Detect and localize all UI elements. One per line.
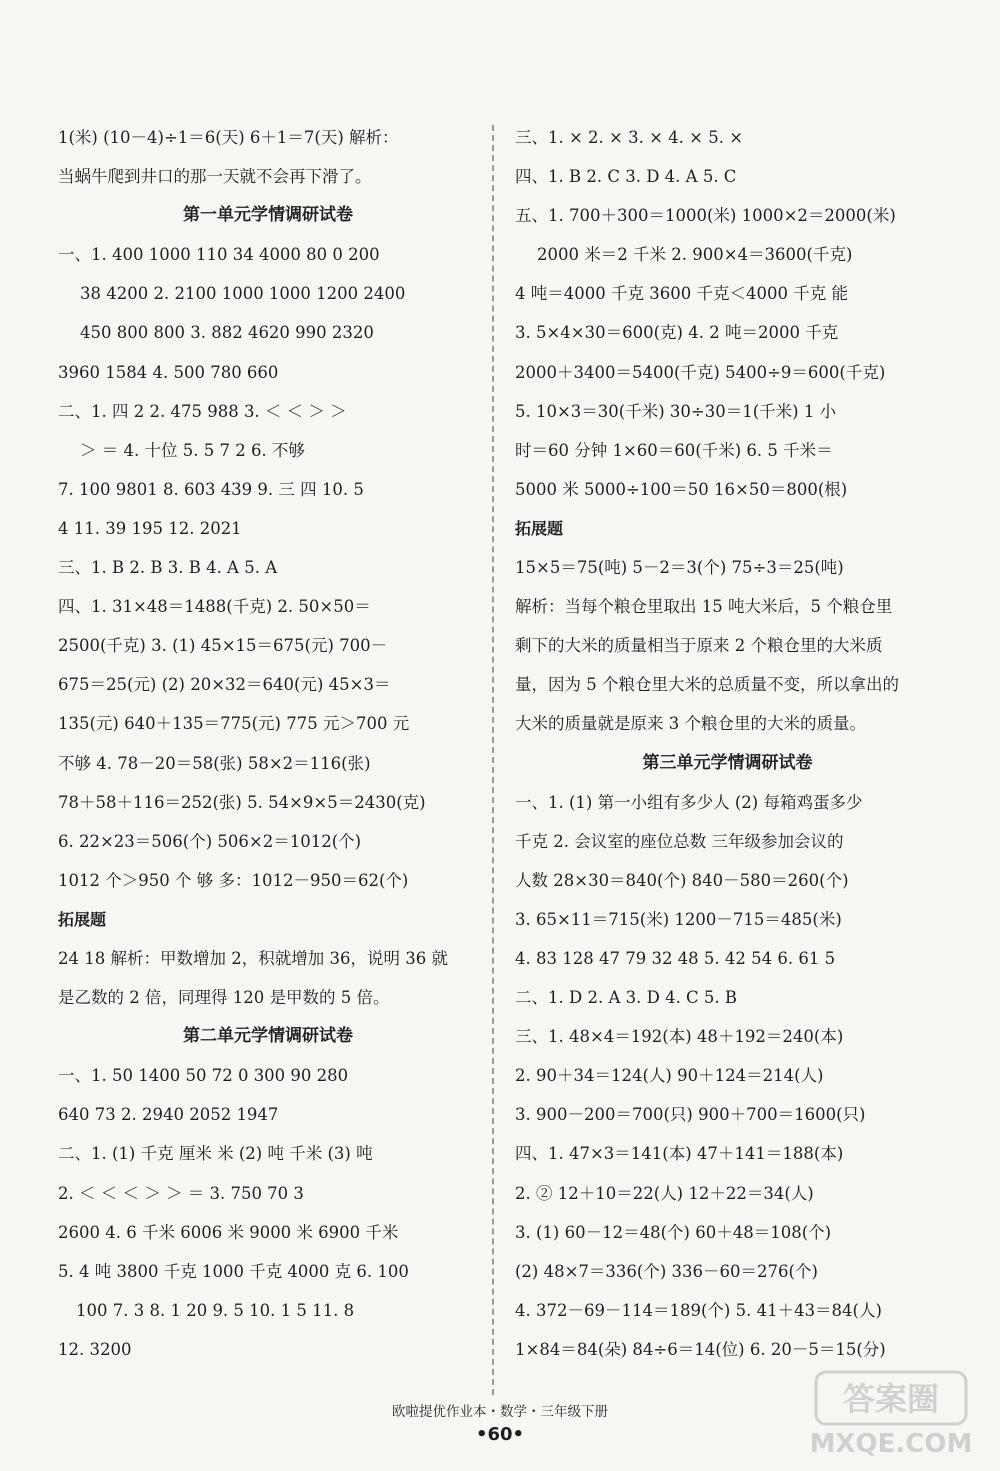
answer-line: 2600 4. 6 千米 6006 米 9000 米 6900 千米 (58, 1222, 399, 1242)
answer-line: 7. 100 9801 8. 603 439 9. 三 四 10. 5 (58, 479, 364, 499)
answer-line: 解析：当每个粮仓里取出 15 吨大米后，5 个粮仓里 (515, 597, 893, 617)
answer-line: (2) 48×7＝336(个) 336－60＝276(个) (515, 1261, 818, 1281)
answer-line: 当蜗牛爬到井口的那一天就不会再下滑了。 (58, 167, 372, 187)
section-heading: 第三单元学情调研试卷 (642, 752, 813, 773)
answer-line: 三、1. × 2. × 3. × 4. × 5. × (515, 128, 744, 147)
answer-line: 四、1. 31×48＝1488(千克) 2. 50×50＝ (58, 597, 371, 617)
answer-line: 6. 22×23＝506(个) 506×2＝1012(个) (58, 831, 362, 851)
answer-line: 5. 4 吨 3800 千克 1000 千克 4000 克 6. 100 (58, 1261, 409, 1281)
answer-line: 4. 372－69－114＝189(个) 5. 41＋43＝84(人) (515, 1300, 882, 1320)
answer-line: 四、1. B 2. C 3. D 4. A 5. C (515, 167, 737, 187)
answer-line: 四、1. 47×3＝141(本) 47＋141＝188(本) (515, 1144, 844, 1164)
answer-line: 3. 65×11＝715(米) 1200－715＝485(米) (515, 909, 842, 929)
answer-line: 4 11. 39 195 12. 2021 (58, 518, 242, 538)
answer-line: 三、1. 48×4＝192(本) 48＋192＝240(本) (515, 1027, 844, 1047)
answer-line: 4 吨＝4000 千克 3600 千克＜4000 千克 能 (515, 284, 848, 304)
answer-line: 135(元) 640＋135＝775(元) 775 元＞700 元 (58, 714, 410, 734)
answer-line: 3. 900－200＝700(只) 900＋700＝1600(只) (515, 1105, 866, 1125)
section-heading: 第二单元学情调研试卷 (183, 1026, 353, 1047)
answer-line: 2000 米＝2 千米 2. 900×4＝3600(千克) (537, 245, 853, 265)
answer-line: 3960 1584 4. 500 780 660 (58, 362, 279, 382)
answer-line: 1×84＝84(朵) 84÷6＝14(位) 6. 20－5＝15(分) (515, 1339, 886, 1359)
answer-line: 3. (1) 60－12＝48(个) 60＋48＝108(个) (515, 1222, 832, 1242)
answer-line: 大米的质量就是原来 3 个粮仓里的大米的质量。 (515, 714, 866, 734)
answer-line: 2500(千克) 3. (1) 45×15＝675(元) 700－ (58, 636, 388, 656)
section-heading: 第一单元学情调研试卷 (183, 205, 353, 226)
column-divider (492, 125, 494, 1395)
right-answer-column (515, 118, 940, 1369)
watermark-logo-icon (796, 1368, 986, 1463)
answer-line: 12. 3200 (58, 1339, 132, 1359)
answer-line: 24 18 解析：甲数增加 2，积就增加 36，说明 36 就 (58, 948, 448, 968)
answer-line: 38 4200 2. 2100 1000 1000 1200 2400 (80, 284, 406, 304)
page-number: •60• (475, 1424, 525, 1445)
answer-line: 640 73 2. 2940 2052 1947 (58, 1105, 279, 1125)
answer-line: 三、1. B 2. B 3. B 4. A 5. A (58, 558, 278, 578)
section-label: 拓展题 (515, 518, 564, 538)
answer-line: 一、1. 400 1000 110 34 4000 80 0 200 (58, 245, 380, 265)
answer-line: 4. 83 128 47 79 32 48 5. 42 54 6. 61 5 (515, 948, 836, 968)
answer-line: 五、1. 700＋300＝1000(米) 1000×2＝2000(米) (515, 206, 896, 226)
answer-line: 千克 2. 会议室的座位总数 三年级参加会议的 (515, 831, 844, 851)
answer-line: 1(米) (10－4)÷1＝6(天) 6＋1＝7(天) 解析： (58, 128, 399, 147)
answer-line: 量，因为 5 个粮仓里大米的总质量不变，所以拿出的 (515, 675, 899, 695)
watermark-text-bottom: MXQE.COM (809, 1429, 973, 1459)
section-label: 拓展题 (58, 909, 107, 929)
answer-line: 1012 个＞950 个 够 多：1012－950＝62(个) (58, 870, 409, 890)
left-answer-column (58, 118, 478, 1369)
answer-line: 2000＋3400＝5400(千克) 5400÷9＝600(千克) (515, 362, 886, 382)
answer-line: 二、1. D 2. A 3. D 4. C 5. B (515, 988, 738, 1008)
answer-line: 不够 4. 78－20＝58(张) 58×2＝116(张) (58, 753, 371, 773)
answer-line: 2. 90＋34＝124(人) 90＋124＝214(人) (515, 1066, 824, 1086)
answer-line: 5. 10×3＝30(千米) 30÷30＝1(千米) 1 小 (515, 401, 837, 421)
answer-line: 450 800 800 3. 882 4620 990 2320 (80, 323, 374, 343)
answer-line: 3. 5×4×30＝600(克) 4. 2 吨＝2000 千克 (515, 323, 839, 343)
answer-line: 5000 米 5000÷100＝50 16×50＝800(根) (515, 479, 848, 499)
answer-line: 2. ＜ ＜ ＜ ＞ ＞ ＝ 3. 750 70 3 (58, 1183, 304, 1203)
answer-line: 二、1. (1) 千克 厘米 米 (2) 吨 千米 (3) 吨 (58, 1144, 373, 1164)
answer-line: 时＝60 分钟 1×60＝60(千米) 6. 5 千米＝ (515, 440, 833, 460)
answer-line: 是乙数的 2 倍，同理得 120 是甲数的 5 倍。 (58, 988, 390, 1008)
answer-line: 人数 28×30＝840(个) 840－580＝260(个) (515, 870, 849, 890)
answer-line: 一、1. (1) 第一小组有多少人 (2) 每箱鸡蛋多少 (515, 792, 863, 812)
answer-line: 2. ② 12＋10＝22(人) 12＋22＝34(人) (515, 1183, 814, 1203)
answer-line: 剩下的大米的质量相当于原来 2 个粮仓里的大米质 (515, 636, 883, 656)
watermark-text-top: 答案圈 (842, 1380, 940, 1418)
answer-line: ＞ ＝ 4. 十位 5. 5 7 2 6. 不够 (80, 440, 305, 460)
answer-line: 二、1. 四 2 2. 475 988 3. ＜ ＜ ＞ ＞ (58, 401, 347, 421)
answer-line: 15×5＝75(吨) 5－2＝3(个) 75÷3＝25(吨) (515, 558, 844, 578)
answer-line: 一、1. 50 1400 50 72 0 300 90 280 (58, 1066, 349, 1086)
footer-book-title: 欧啦提优作业本・数学・三年级下册 (392, 1404, 608, 1420)
answer-line: 675＝25(元) (2) 20×32＝640(元) 45×3＝ (58, 675, 391, 695)
answer-line: 100 7. 3 8. 1 20 9. 5 10. 1 5 11. 8 (76, 1300, 355, 1320)
answer-line: 78＋58＋116＝252(张) 5. 54×9×5＝2430(克) (58, 792, 426, 812)
